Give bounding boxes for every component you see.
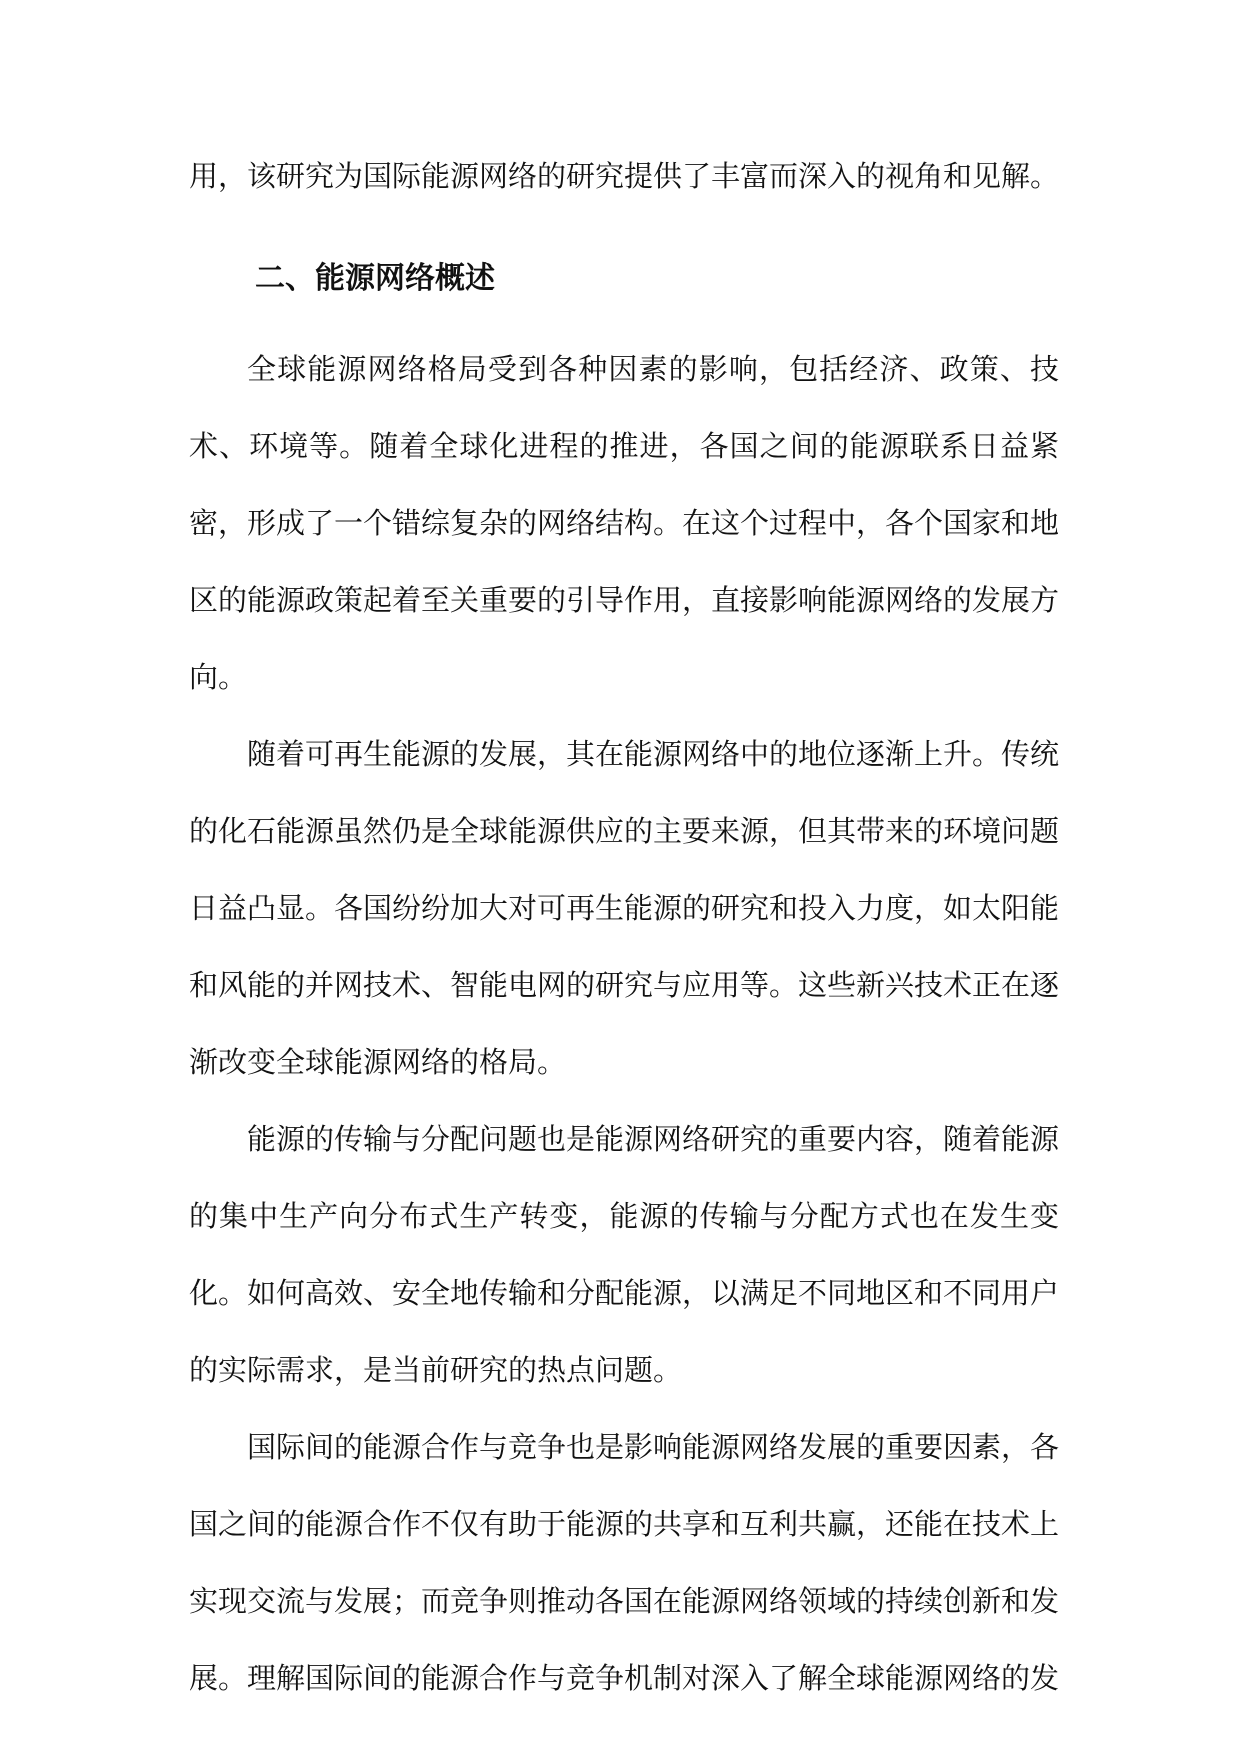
paragraph-transmission-distribution: 能源的传输与分配问题也是能源网络研究的重要内容，随着能源的集中生产向分布式生产转变，能源的传输与分配方式也在发生变化。如何高效、安全地传输和分配能源，以满足不同地区和不同用户的实际需求，是当前研究的热点问题。 [189,1122,1060,1387]
document-body [189,138,1059,1717]
paragraph-international-cooperation: 国际间的能源合作与竞争也是影响能源网络发展的重要因素，各国之间的能源合作不仅有助于能源的共享和互利共赢，还能在技术上实现交流与发展；而竞争则推动各国在能源网络领域的持续创新和发展。理解国际间的能源合作与竞争机制对深入了解全球能源网络的发 [189,1430,1060,1695]
paragraph-global-network: 全球能源网络格局受到各种因素的影响，包括经济、政策、技术、环境等。随着全球化进程的推进，各国之间的能源联系日益紧密，形成了一个错综复杂的网络结构。在这个过程中，各个国家和地区的能源政策起着至关重要的引导作用，直接影响能源网络的发展方向。 [189,352,1060,694]
paragraph-renewable-energy: 随着可再生能源的发展，其在能源网络中的地位逐渐上升。传统的化石能源虽然仍是全球能源供应的主要来源，但其带来的环境问题日益凸显。各国纷纷加大对可再生能源的研究和投入力度，如太阳能和风能的并网技术、智能电网的研究与应用等。这些新兴技术正在逐渐改变全球能源网络的格局。 [189,737,1060,1079]
continued-paragraph: 用，该研究为国际能源网络的研究提供了丰富而深入的视角和见解。 [189,159,1060,193]
section-heading: 二、能源网络概述 [255,261,495,296]
